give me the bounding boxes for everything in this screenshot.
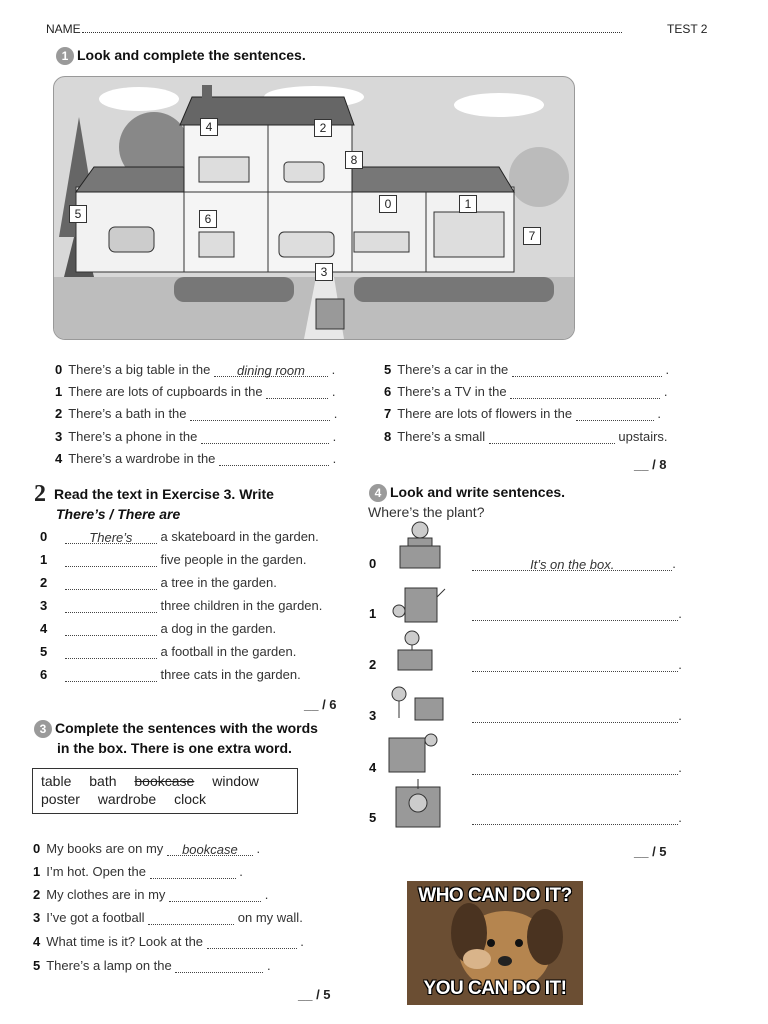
ex1-score: __ / 8: [634, 457, 667, 472]
answer-field[interactable]: [190, 407, 330, 421]
answer-field[interactable]: [266, 385, 328, 399]
answer-field[interactable]: [201, 430, 329, 444]
answer-field[interactable]: [65, 668, 157, 682]
ex3-item: 3 I’ve got a football on my wall.: [33, 910, 303, 925]
word: table: [41, 773, 72, 789]
ex4-question: Where’s the plant?: [368, 504, 485, 520]
answer-field[interactable]: [472, 811, 678, 825]
ex4-item: 3 .: [369, 708, 682, 723]
answer-field[interactable]: [150, 865, 236, 879]
house-label: 8: [345, 151, 363, 169]
name-label: NAME: [46, 22, 81, 36]
meme-bottom-text: YOU CAN DO IT!: [423, 978, 567, 999]
ex2-item: 4 a dog in the garden.: [40, 621, 277, 636]
house-label: 3: [315, 263, 333, 281]
answer-field[interactable]: [65, 622, 157, 636]
answer-field[interactable]: dining room: [214, 363, 328, 377]
answer-field[interactable]: [472, 709, 678, 723]
ex1-item: 0 There’s a big table in the dining room .: [55, 362, 336, 378]
house-label: 4: [200, 118, 218, 136]
answer-field[interactable]: There’s: [65, 530, 157, 544]
ex4-item: 4 .: [369, 760, 682, 775]
answer-field[interactable]: [65, 599, 157, 613]
exercise-3-title: 3 Complete the sentences with the words: [34, 720, 318, 738]
answer-field[interactable]: [472, 761, 678, 775]
answer-field[interactable]: [65, 645, 157, 659]
answer-field[interactable]: [175, 959, 263, 973]
exercise-4-badge: 4: [369, 484, 387, 502]
answer-field[interactable]: [576, 407, 654, 421]
exercise-4-title: 4 Look and write sentences.: [369, 484, 565, 502]
ex4-item: 1 .: [369, 606, 682, 621]
ex2-item: 3 three children in the garden.: [40, 598, 323, 613]
ex1-item: 2 There’s a bath in the .: [55, 406, 338, 421]
house-label: 7: [523, 227, 541, 245]
exercise-2-badge: 2: [34, 481, 46, 507]
name-field[interactable]: [82, 32, 622, 33]
word-crossed: bookcase: [134, 773, 195, 789]
ex1-item: 5 There’s a car in the .: [384, 362, 670, 377]
answer-field[interactable]: [169, 888, 261, 902]
answer-field[interactable]: [472, 658, 678, 672]
ex1-item: 3 There’s a phone in the .: [55, 429, 337, 444]
ex2-item: 6 three cats in the garden.: [40, 667, 301, 682]
ex2-item: 0 There’s a skateboard in the garden.: [40, 529, 319, 545]
ex1-item: 1 There are lots of cupboards in the .: [55, 384, 336, 399]
ex3-item: 1 I’m hot. Open the .: [33, 864, 243, 879]
ex3-score: __ / 5: [298, 987, 331, 1002]
answer-field[interactable]: [512, 363, 662, 377]
answer-field[interactable]: [207, 935, 297, 949]
ex1-item: 7 There are lots of flowers in the .: [384, 406, 661, 421]
answer-field[interactable]: [65, 576, 157, 590]
ex3-item: 0 My books are on my bookcase .: [33, 841, 261, 857]
word: wardrobe: [97, 791, 157, 807]
house-label: 6: [199, 210, 217, 228]
answer-field[interactable]: bookcase: [167, 842, 253, 856]
answer-field[interactable]: [489, 430, 615, 444]
house-label: 1: [459, 195, 477, 213]
ex2-item: 5 a football in the garden.: [40, 644, 297, 659]
ex2-item: 1 five people in the garden.: [40, 552, 307, 567]
exercise-3-subtitle: in the box. There is one extra word.: [57, 740, 292, 756]
ex1-item: 6 There’s a TV in the .: [384, 384, 668, 399]
answer-field[interactable]: [472, 607, 678, 621]
exercise-1-badge: 1: [56, 47, 74, 65]
answer-field[interactable]: [219, 452, 329, 466]
ex3-item: 4 What time is it? Look at the .: [33, 934, 304, 949]
answer-field[interactable]: [65, 553, 157, 567]
house-label: 5: [69, 205, 87, 223]
word: window: [212, 773, 259, 789]
word-box: [32, 768, 298, 814]
house-label: 2: [314, 119, 332, 137]
exercise-2-subtitle: There’s / There are: [56, 506, 181, 522]
meme-top-text: WHO CAN DO IT?: [418, 885, 572, 906]
house-label: 0: [379, 195, 397, 213]
word: poster: [41, 791, 80, 807]
exercise-2-title: Read the text in Exercise 3. Write: [54, 486, 274, 502]
ex3-item: 2 My clothes are in my .: [33, 887, 269, 902]
ex2-item: 2 a tree in the garden.: [40, 575, 277, 590]
ex3-item: 5 There’s a lamp on the .: [33, 958, 271, 973]
answer-field[interactable]: [510, 385, 660, 399]
house-illustration: [53, 76, 575, 340]
plant-box-picture: [390, 775, 450, 840]
exercise-1-title: 1 Look and complete the sentences.: [56, 47, 306, 65]
ex1-item: 8 There’s a small upstairs.: [384, 429, 668, 444]
ex4-item: 2 .: [369, 657, 682, 672]
test-label: TEST 2: [667, 22, 708, 36]
ex4-item: 0 It’s on the box. .: [369, 556, 676, 572]
exercise-3-badge: 3: [34, 720, 52, 738]
ex1-item: 4 There’s a wardrobe in the .: [55, 451, 337, 466]
answer-field[interactable]: [148, 911, 234, 925]
answer-field[interactable]: It’s on the box.: [472, 557, 672, 571]
word: clock: [174, 791, 206, 807]
meme-image: [407, 881, 583, 1005]
ex4-item: 5 .: [369, 810, 682, 825]
word: bath: [89, 773, 117, 789]
ex4-score: __ / 5: [634, 844, 667, 859]
ex2-score: __ / 6: [304, 697, 337, 712]
